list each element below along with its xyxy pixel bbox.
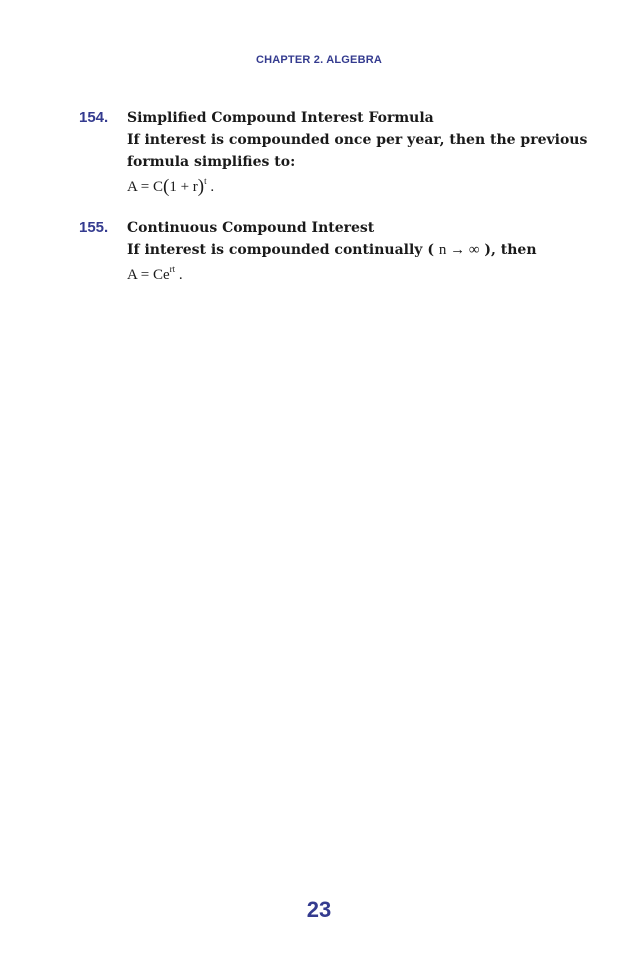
formula-equals: =: [140, 179, 150, 195]
entry-text-line: [127, 239, 572, 261]
entry-title: Continuous Compound Interest: [127, 220, 375, 236]
formula-principal: C: [152, 179, 163, 195]
formula-base: Ce: [152, 267, 170, 283]
text-after: ), then: [479, 242, 537, 258]
formula-lhs: A: [127, 267, 138, 283]
formula-continuous: [127, 263, 572, 287]
running-header: CHAPTER 2. ALGEBRA: [255, 54, 383, 66]
formula-end: .: [206, 179, 215, 195]
formula-end: .: [175, 267, 183, 283]
formula-equals: =: [140, 267, 150, 283]
formula-open-paren: (: [163, 176, 170, 197]
text-before: If interest is compounded continually (: [127, 242, 439, 258]
page-number: 23: [306, 897, 332, 922]
entry-body: [127, 107, 588, 199]
entry-number: 155.: [79, 219, 109, 236]
entry-title: Simplified Compound Interest Formula: [127, 110, 434, 126]
formula-compound-annual: [127, 175, 572, 199]
formula-inner: 1 + r: [169, 179, 198, 195]
formula-lhs: A: [127, 179, 138, 195]
entry-text-line: formula simplifies to:: [127, 154, 296, 170]
inline-limit-math: n → ∞: [438, 242, 480, 258]
formula-exponent: t: [204, 176, 207, 186]
entry-number: 154.: [79, 109, 109, 126]
entry-text-line: If interest is compounded once per year, then the previous: [127, 132, 588, 148]
entry-body: [127, 217, 572, 287]
formula-exponent: rt: [169, 264, 176, 274]
formula-close-paren: ): [197, 176, 205, 197]
